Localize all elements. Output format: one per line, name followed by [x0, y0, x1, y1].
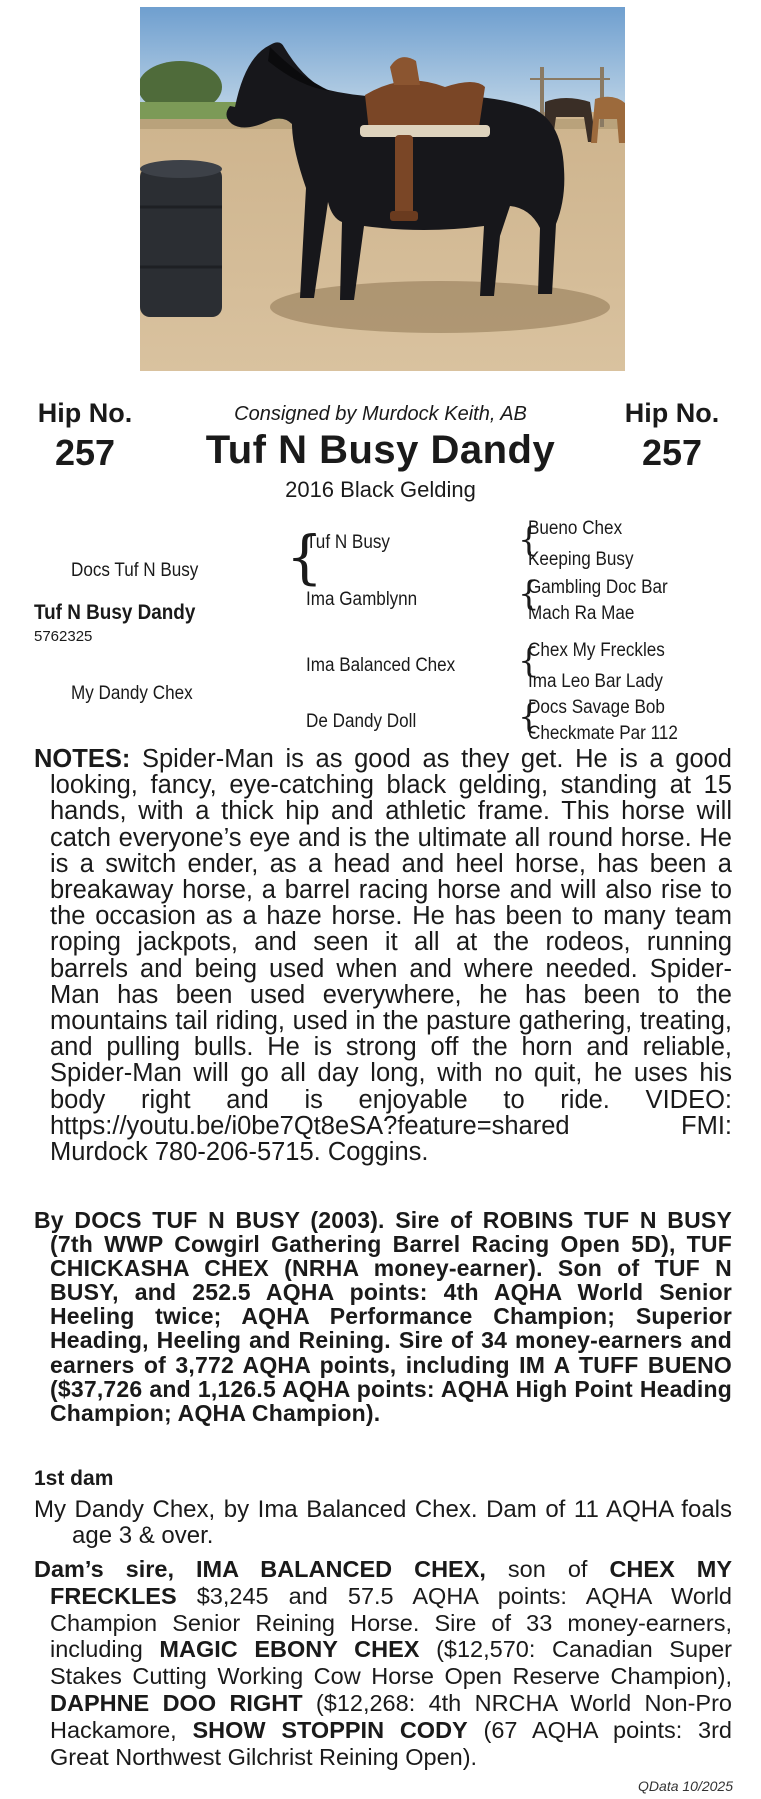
horse-photo [140, 7, 625, 371]
hip-label: Hip No. [37, 398, 133, 428]
pedigree-g3-3: Gambling Doc Bar [528, 577, 668, 598]
hip-number-right [597, 398, 747, 474]
sire-paragraph: By DOCS TUF N BUSY (2003). Sire of ROBINS TUF N BUSY (7th WWP Cowgirl Gathering Barrel Racing Open 5D), TUF CHICKASHA CHEX (NRHA money-earner). Son of TUF N BUSY, and 252.5 AQHA points: 4th AQHA World Senior Heeling twice; AQHA Performance Champion; Superior Heading, Heeling and Reining. Sire of 34 money-earners and earners of 3,772 AQHA points, including IM A TUFF BUENO ($37,726 and 1,126.5 AQHA points: AQHA High Point Heading Champion; AQHA Champion). [34, 1207, 732, 1426]
pedigree-sire-dam: Ima Gamblynn [306, 589, 418, 610]
dams-sire-text: (67 AQHA points: 3rd Great Northwest Gilchrist Reining Open). [50, 1716, 732, 1770]
dams-sire-section [34, 1556, 732, 1770]
horse-photo-drawing [140, 7, 625, 371]
dams-sire-bold-name: MAGIC EBONY CHEX [159, 1636, 420, 1663]
first-dam-paragraph: My Dandy Chex, by Ima Balanced Chex. Dam of 11 AQHA foals age 3 & over. [34, 1496, 732, 1549]
notes-section [34, 746, 732, 1165]
dams-sire-bold-name: DAPHNE DOO RIGHT [50, 1689, 303, 1716]
pedigree-g3-4: Mach Ra Mae [528, 603, 635, 624]
pedigree-horse: Tuf N Busy Dandy [34, 601, 196, 624]
sire-section [34, 1208, 732, 1425]
brace-icon: { [518, 520, 540, 560]
brace-icon: { [518, 641, 540, 681]
consignor: Consigned by Murdock Keith, AB [234, 403, 527, 425]
brace-icon: { [518, 697, 540, 737]
pedigree-sire-sire: Tuf N Busy [306, 532, 390, 553]
horse-name: Tuf N Busy Dandy [205, 428, 556, 472]
dams-sire-text: ($12,268: 4th NRCHA World Non-Pro Hackamore, [50, 1689, 732, 1743]
notes-label: NOTES: [34, 745, 131, 773]
notes-paragraph [34, 746, 732, 1165]
pedigree-dam-sire: Ima Balanced Chex [306, 655, 456, 676]
dams-sire-text: $3,245 and 57.5 AQHA points: AQHA World Champion Senior Reining Horse. Sire of 33 money-earners, including [50, 1582, 732, 1663]
first-dam-section [34, 1497, 732, 1549]
dams-sire-paragraph [34, 1556, 732, 1770]
pedigree-dam-dam: De Dandy Doll [306, 711, 417, 732]
dams-sire-bold-name: SHOW STOPPIN CODY [192, 1716, 468, 1743]
hip-number: 257 [54, 432, 116, 473]
dams-sire-label: Dam’s sire, IMA BALANCED CHEX, [34, 1556, 486, 1582]
horse-description: 2016 Black Gelding [285, 477, 476, 502]
pedigree-g3-6: Ima Leo Bar Lady [528, 671, 663, 692]
pedigree-g3-5: Chex My Freckles [528, 640, 665, 661]
first-dam-heading: 1st dam [34, 1467, 114, 1490]
pedigree-g3-1: Bueno Chex [528, 518, 623, 539]
brace-icon: { [286, 523, 323, 591]
hip-label: Hip No. [624, 398, 720, 428]
dams-sire-text: son of [485, 1556, 610, 1582]
hip-number: 257 [641, 432, 703, 473]
footer-credit: QData 10/2025 [638, 1778, 733, 1794]
pedigree-g3-7: Docs Savage Bob [528, 697, 665, 718]
notes-text: Spider-Man is as good as they get. He is a good looking, fancy, eye-catching black gelding, standing at 15 hands, with a thick hip and athletic frame. This horse will catch everyone’s eye and is the ultimate all round horse. He is a switch ender, as a head and heel horse, has been a breakaway horse, a barrel racing horse and will also rise to the occasion as a haze horse. He has been to many team roping jackpots, and seen it all at the rodeos, running barrels and being used when and where needed. Spider-Man has been used everywhere, he has been to the mountains tail riding, used in the pasture gathering, treating, and pulling bulls. He is strong off the horn and reliable, Spider-Man will go all day long, with no quit, he uses his body right and is enjoyable to ride. VIDEO: https://youtu.be/i0be7Qt8eSA?feature=shared FMI: Murdock 780-206-5715. Coggins. [50, 745, 732, 1167]
hip-number-left [10, 398, 160, 474]
pedigree-registration: 5762325 [34, 628, 93, 645]
pedigree-g3-8: Checkmate Par 112 [528, 723, 678, 744]
pedigree-sire: Docs Tuf N Busy [71, 560, 199, 581]
pedigree-g3-2: Keeping Busy [528, 549, 634, 570]
pedigree-dam: My Dandy Chex [71, 683, 193, 704]
dams-sire-bold-name: CHEX MY FRECKLES [50, 1556, 733, 1609]
brace-icon: { [518, 574, 540, 614]
dams-sire-text: ($12,570: Canadian Super Stakes Cutting Working Cow Horse Open Reserve Champion), [50, 1636, 732, 1690]
